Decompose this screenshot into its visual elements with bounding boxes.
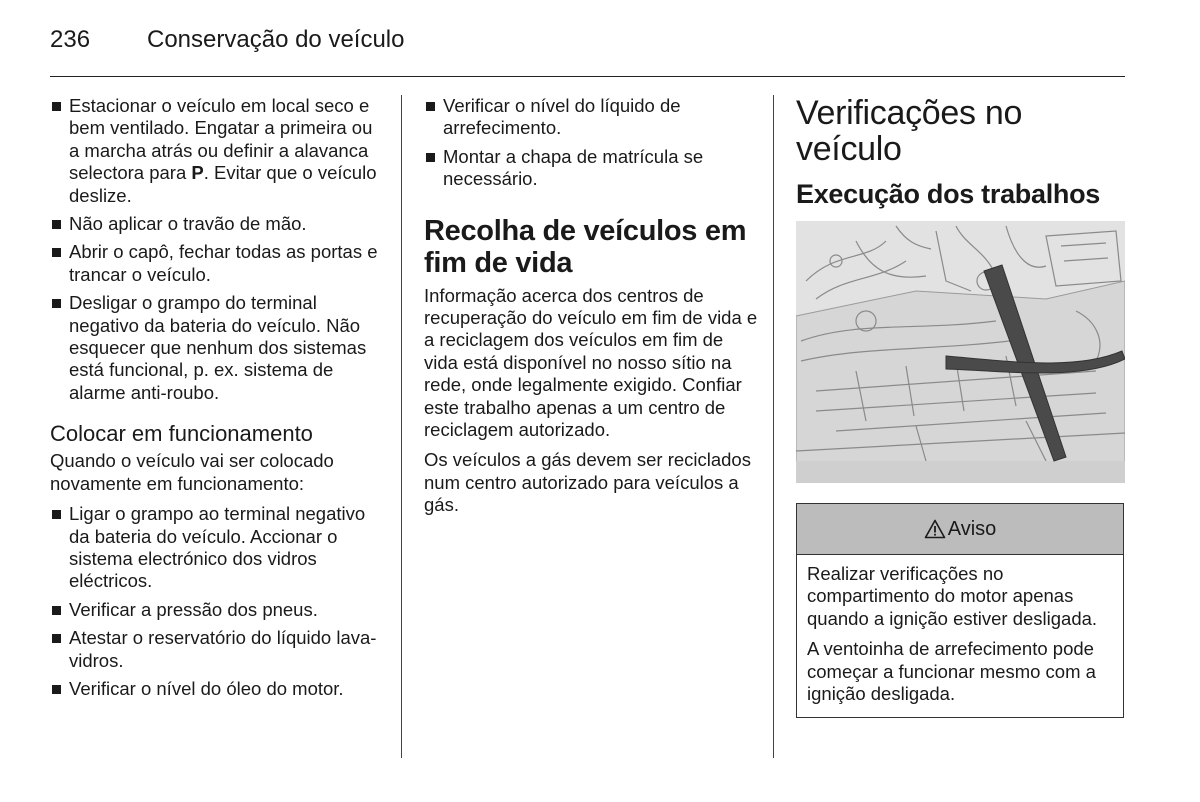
warning-title: Aviso bbox=[947, 517, 997, 540]
list-item: Estacionar o veículo em local seco e bem ventilado. Engatar a primeira ou a marcha atrás ou definir a alavanca selectora para P. Evitar que o veículo deslize. bbox=[50, 95, 385, 207]
list-item: Ligar o grampo ao terminal negativo da bateria do veículo. Accionar o sistema electrónico dos vidros eléctricos. bbox=[50, 503, 385, 593]
page-number: 236 bbox=[50, 26, 91, 53]
page-header-title: Conservação do veículo bbox=[147, 26, 405, 53]
storage-steps-list bbox=[50, 95, 385, 404]
recommissioning-steps-list bbox=[50, 503, 385, 700]
list-item: Desligar o grampo do terminal negativo da bateria do veículo. Não esquecer que nenhum dos sistemas está funcional, p. ex. sistema de alarme anti-roubo. bbox=[50, 292, 385, 404]
warning-box bbox=[796, 503, 1124, 718]
list-item: Verificar o nível do óleo do motor. bbox=[50, 678, 385, 700]
chapter-heading: Verificações no veículo bbox=[796, 94, 1023, 168]
engine-compartment-illustration bbox=[796, 221, 1125, 483]
list-item: Não aplicar o travão de mão. bbox=[50, 213, 385, 235]
paragraph: Os veículos a gás devem ser reciclados num centro autorizado para veículos a gás. bbox=[424, 449, 751, 516]
list-item: Verificar a pressão dos pneus. bbox=[50, 599, 385, 621]
subsection-heading: Colocar em funcionamento bbox=[50, 421, 313, 447]
paragraph: A ventoinha de arrefecimento pode começar a funcionar mesmo com a ignição desligada. bbox=[807, 638, 1096, 705]
list-item: Abrir o capô, fechar todas as portas e trancar o veículo. bbox=[50, 241, 385, 286]
column-2 bbox=[424, 95, 759, 525]
list-item: Montar a chapa de matrícula se necessário. bbox=[424, 146, 759, 191]
page-header bbox=[50, 24, 1125, 77]
paragraph: Quando o veículo vai ser colocado novamente em funcionamento: bbox=[50, 450, 334, 494]
warning-triangle-icon bbox=[924, 519, 946, 539]
paragraph: Realizar verificações no compartimento do motor apenas quando a ignição estiver desligada. bbox=[807, 563, 1098, 629]
warning-body bbox=[797, 555, 1123, 717]
column-divider bbox=[773, 95, 774, 758]
storage-steps-list-continued bbox=[424, 95, 759, 191]
section-heading: Recolha de veículos em fim de vida bbox=[424, 214, 747, 279]
column-3 bbox=[796, 95, 1125, 718]
list-item: Atestar o reservatório do líquido lava-vidros. bbox=[50, 627, 385, 672]
section-heading: Execução dos trabalhos bbox=[796, 179, 1101, 209]
paragraph: Informação acerca dos centros de recuperação do veículo em fim de vida e a reciclagem dos veículos em fim de vida está disponível no nosso sítio na rede, onde legalmente exigido. Confiar este trabalho apenas a um centro de reciclagem autorizado. bbox=[424, 284, 758, 441]
warning-header bbox=[797, 504, 1123, 555]
list-item: Verificar o nível do líquido de arrefecimento. bbox=[424, 95, 759, 140]
column-1 bbox=[50, 95, 385, 706]
column-divider bbox=[401, 95, 402, 758]
